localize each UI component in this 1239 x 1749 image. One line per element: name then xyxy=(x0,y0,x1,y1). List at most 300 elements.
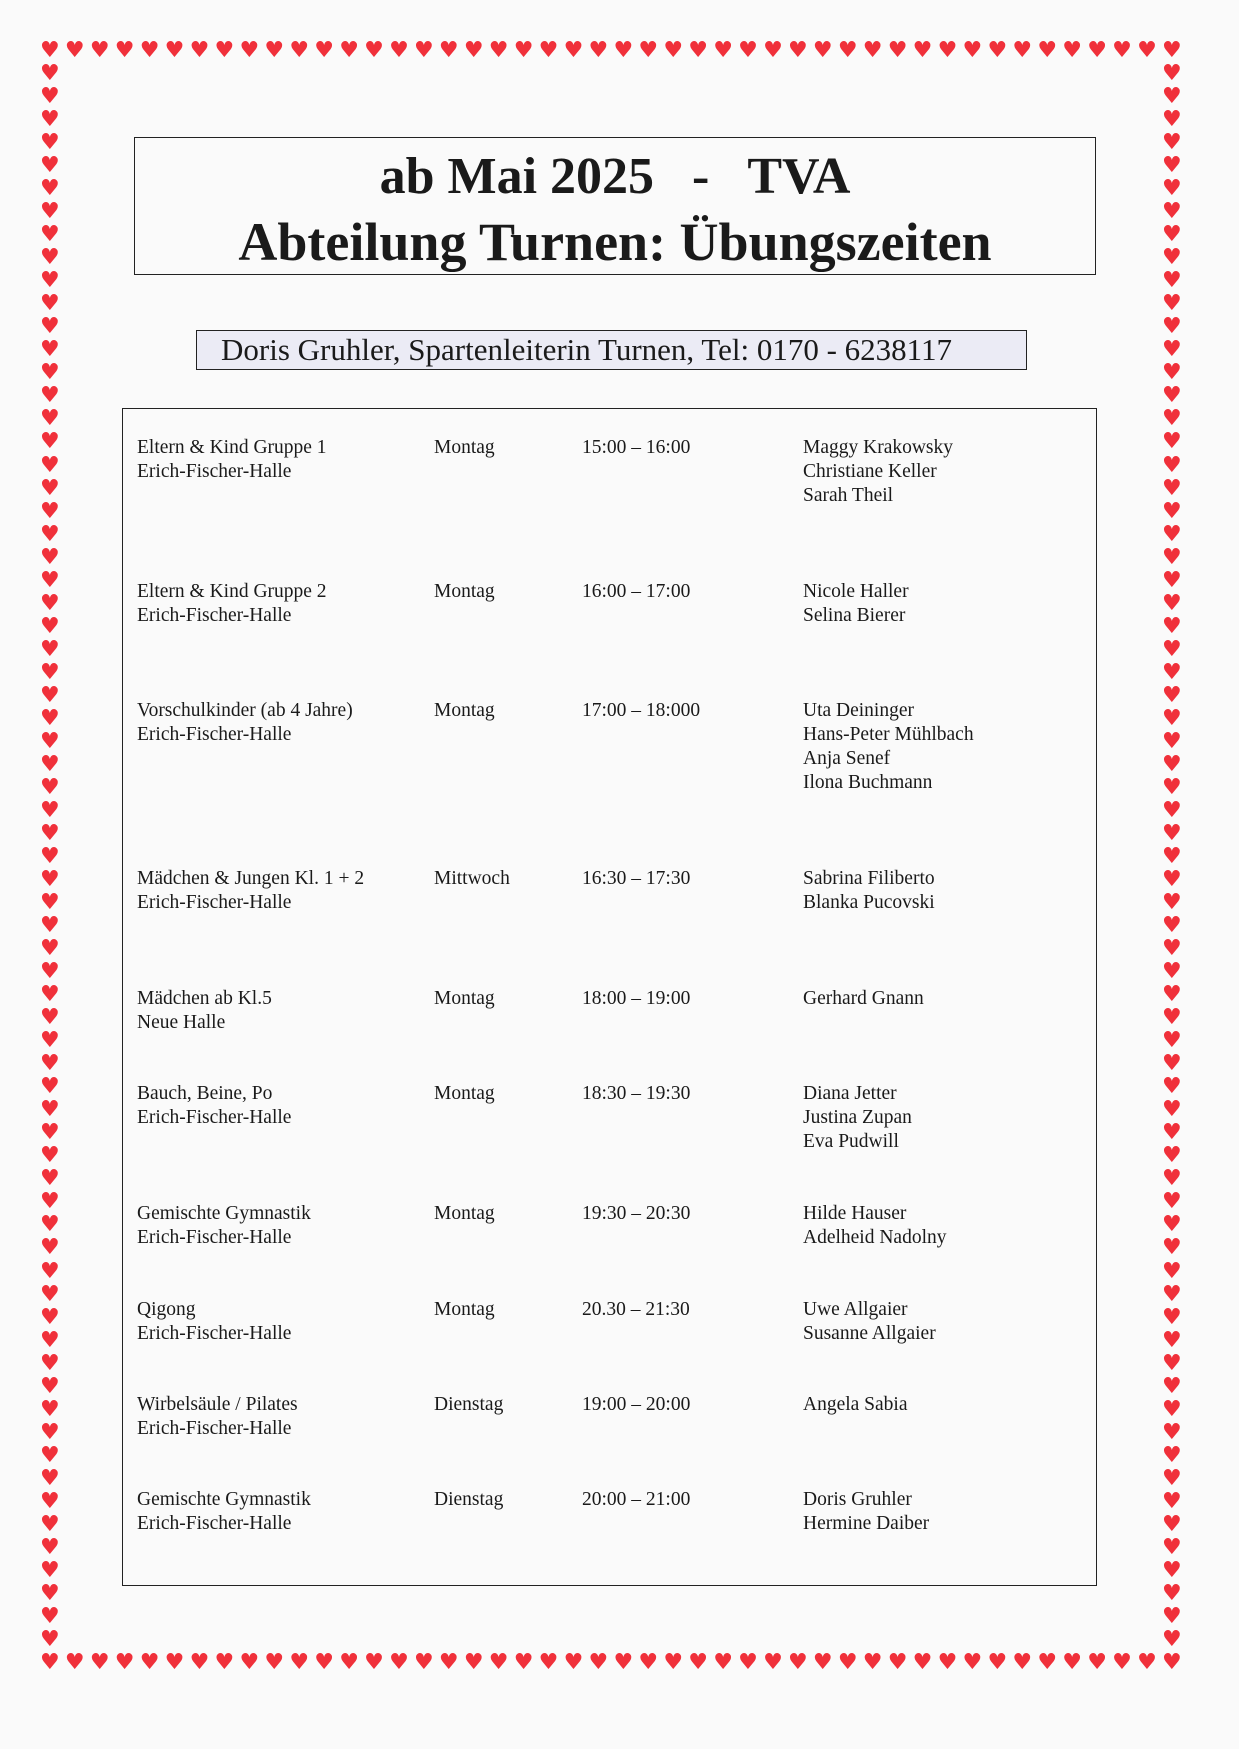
day-cell xyxy=(434,436,495,460)
heart-icon: ♥ xyxy=(962,1650,983,1675)
heart-icon: ♥ xyxy=(1162,567,1182,593)
heart-icon: ♥ xyxy=(1162,1051,1182,1077)
heart-icon: ♥ xyxy=(40,1327,60,1353)
heart-icon: ♥ xyxy=(164,1650,185,1675)
heart-icon: ♥ xyxy=(1162,890,1182,916)
heart-icon: ♥ xyxy=(862,1650,883,1675)
heart-icon: ♥ xyxy=(463,38,484,63)
course-cell xyxy=(137,987,272,1035)
heart-icon: ♥ xyxy=(1162,1396,1182,1422)
heart-icon: ♥ xyxy=(40,613,60,639)
heart-icon: ♥ xyxy=(40,1650,60,1675)
heart-icon: ♥ xyxy=(1062,1650,1082,1675)
course-time: 16:00 – 17:00 xyxy=(582,581,691,602)
heart-icon: ♥ xyxy=(688,38,708,63)
heart-icon: ♥ xyxy=(40,1028,60,1054)
heart-icon: ♥ xyxy=(1162,176,1182,202)
heart-icon: ♥ xyxy=(40,1580,60,1606)
heart-icon: ♥ xyxy=(40,1419,60,1445)
heart-icon: ♥ xyxy=(40,199,60,225)
trainer-name: Sarah Theil xyxy=(803,485,894,506)
trainer-cell xyxy=(803,987,924,1011)
heart-icon: ♥ xyxy=(638,38,659,63)
heart-icon: ♥ xyxy=(837,1650,858,1675)
trainer-name: Hermine Daiber xyxy=(803,1513,930,1534)
heart-icon: ♥ xyxy=(1162,199,1182,225)
heart-icon: ♥ xyxy=(40,820,60,846)
course-location: Erich-Fischer-Halle xyxy=(137,1227,292,1248)
heart-icon: ♥ xyxy=(1162,751,1182,777)
trainer-name: Uta Deininger xyxy=(803,700,915,721)
heart-icon: ♥ xyxy=(40,682,60,708)
heart-icon: ♥ xyxy=(139,38,160,63)
schedule-table xyxy=(122,408,1097,1586)
day-cell xyxy=(434,1393,503,1417)
heart-icon: ♥ xyxy=(1162,222,1182,248)
heart-icon: ♥ xyxy=(1162,1304,1182,1330)
heart-icon: ♥ xyxy=(40,84,60,110)
course-location: Erich-Fischer-Halle xyxy=(137,1323,292,1344)
heart-icon: ♥ xyxy=(1162,383,1182,409)
heart-icon: ♥ xyxy=(40,337,60,363)
time-cell xyxy=(582,699,700,723)
course-name: Mädchen & Jungen Kl. 1 + 2 xyxy=(137,868,365,889)
heart-icon: ♥ xyxy=(1162,452,1182,478)
course-cell xyxy=(137,1298,291,1346)
heart-icon: ♥ xyxy=(40,774,60,800)
course-cell xyxy=(137,1202,311,1250)
heart-icon: ♥ xyxy=(1162,1281,1182,1307)
trainer-name: Selina Bierer xyxy=(803,605,906,626)
heart-icon: ♥ xyxy=(40,1396,60,1422)
heart-icon: ♥ xyxy=(164,38,185,63)
heart-icon: ♥ xyxy=(40,291,60,317)
day-cell xyxy=(434,1202,495,1226)
trainer-cell xyxy=(803,1393,908,1417)
heart-icon: ♥ xyxy=(64,1650,85,1675)
course-name: Wirbelsäule / Pilates xyxy=(137,1394,298,1415)
day-cell xyxy=(434,1082,495,1106)
course-day: Dienstag xyxy=(434,1394,504,1415)
course-time: 20.30 – 21:30 xyxy=(582,1299,690,1320)
heart-icon: ♥ xyxy=(40,153,60,179)
heart-icon: ♥ xyxy=(289,38,310,63)
heart-icon: ♥ xyxy=(713,1650,733,1675)
heart-icon: ♥ xyxy=(962,38,983,63)
heart-icon: ♥ xyxy=(1162,130,1182,156)
day-cell xyxy=(434,987,495,1011)
heart-icon: ♥ xyxy=(1162,429,1182,455)
course-location: Erich-Fischer-Halle xyxy=(137,461,292,482)
heart-icon: ♥ xyxy=(738,1650,758,1675)
heart-icon: ♥ xyxy=(1162,521,1182,547)
heart-icon: ♥ xyxy=(1162,1626,1182,1652)
trainer-name: Diana Jetter xyxy=(803,1083,897,1104)
heart-icon: ♥ xyxy=(264,38,285,63)
heart-icon: ♥ xyxy=(40,797,60,823)
trainer-cell xyxy=(803,436,953,508)
heart-icon: ♥ xyxy=(40,1097,60,1123)
heart-icon: ♥ xyxy=(812,38,833,63)
heart-icon: ♥ xyxy=(1162,1442,1182,1468)
heart-icon: ♥ xyxy=(463,1650,484,1675)
heart-icon: ♥ xyxy=(40,1603,60,1629)
heart-icon: ♥ xyxy=(1162,1488,1182,1514)
title-box xyxy=(134,137,1096,275)
heart-icon: ♥ xyxy=(40,429,60,455)
heart-icon: ♥ xyxy=(538,1650,559,1675)
heart-icon: ♥ xyxy=(1162,291,1182,317)
heart-icon: ♥ xyxy=(1162,498,1182,524)
heart-icon: ♥ xyxy=(40,1626,60,1652)
heart-icon: ♥ xyxy=(1087,38,1107,63)
heart-icon: ♥ xyxy=(1162,1074,1182,1100)
heart-icon: ♥ xyxy=(1162,959,1182,985)
heart-icon: ♥ xyxy=(40,452,60,478)
course-cell xyxy=(137,1393,298,1441)
heart-icon: ♥ xyxy=(1162,1097,1182,1123)
heart-icon: ♥ xyxy=(40,1281,60,1307)
course-cell xyxy=(137,1488,311,1536)
heart-icon: ♥ xyxy=(1162,1212,1182,1238)
heart-icon: ♥ xyxy=(1162,1373,1182,1399)
heart-icon: ♥ xyxy=(812,1650,833,1675)
day-cell xyxy=(434,867,510,891)
heart-icon: ♥ xyxy=(1162,1534,1182,1560)
heart-icon: ♥ xyxy=(912,38,933,63)
heart-icon: ♥ xyxy=(763,38,783,63)
heart-icon: ♥ xyxy=(1162,1235,1182,1261)
heart-icon: ♥ xyxy=(40,1557,60,1583)
course-day: Montag xyxy=(434,700,495,721)
title-club: TVA xyxy=(747,148,851,205)
day-cell xyxy=(434,580,495,604)
time-cell xyxy=(582,867,690,891)
heart-icon: ♥ xyxy=(1162,820,1182,846)
course-day: Montag xyxy=(434,988,495,1009)
heart-icon: ♥ xyxy=(40,107,60,133)
course-location: Erich-Fischer-Halle xyxy=(137,892,292,913)
course-time: 19:00 – 20:00 xyxy=(582,1394,691,1415)
heart-icon: ♥ xyxy=(1162,1465,1182,1491)
heart-icon: ♥ xyxy=(1162,406,1182,432)
trainer-name: Doris Gruhler xyxy=(803,1489,912,1510)
course-cell xyxy=(137,436,327,484)
heart-icon: ♥ xyxy=(1162,153,1182,179)
heart-icon: ♥ xyxy=(40,1074,60,1100)
course-location: Erich-Fischer-Halle xyxy=(137,605,292,626)
heart-icon: ♥ xyxy=(1162,1143,1182,1169)
course-cell xyxy=(137,580,327,628)
course-day: Dienstag xyxy=(434,1489,504,1510)
heart-icon: ♥ xyxy=(788,1650,808,1675)
course-name: Eltern & Kind Gruppe 2 xyxy=(137,581,327,602)
heart-icon: ♥ xyxy=(40,1465,60,1491)
heart-icon: ♥ xyxy=(1162,636,1182,662)
day-cell xyxy=(434,1488,503,1512)
heart-icon: ♥ xyxy=(40,1166,60,1192)
heart-icon: ♥ xyxy=(40,1051,60,1077)
heart-icon: ♥ xyxy=(114,1650,135,1675)
heart-icon: ♥ xyxy=(987,38,1008,63)
heart-icon: ♥ xyxy=(1162,1419,1182,1445)
heart-icon: ♥ xyxy=(837,38,858,63)
heart-icon: ♥ xyxy=(40,867,60,893)
heart-icon: ♥ xyxy=(64,38,85,63)
heart-icon: ♥ xyxy=(40,544,60,570)
heart-icon: ♥ xyxy=(1162,705,1182,731)
heart-icon: ♥ xyxy=(1162,797,1182,823)
heart-icon: ♥ xyxy=(713,38,733,63)
heart-icon: ♥ xyxy=(1162,1511,1182,1537)
trainer-name: Hilde Hauser xyxy=(803,1203,907,1224)
heart-icon: ♥ xyxy=(40,1143,60,1169)
heart-icon: ♥ xyxy=(40,913,60,939)
time-cell xyxy=(582,987,690,1011)
course-location: Neue Halle xyxy=(137,1012,226,1033)
course-name: Vorschulkinder (ab 4 Jahre) xyxy=(137,700,353,721)
heart-icon: ♥ xyxy=(40,498,60,524)
trainer-name: Uwe Allgaier xyxy=(803,1299,908,1320)
heart-icon: ♥ xyxy=(987,1650,1008,1675)
course-location: Erich-Fischer-Halle xyxy=(137,724,292,745)
heart-icon: ♥ xyxy=(1162,1557,1182,1583)
course-time: 17:00 – 18:000 xyxy=(582,700,701,721)
heart-icon: ♥ xyxy=(189,38,210,63)
heart-icon: ♥ xyxy=(563,38,584,63)
heart-icon: ♥ xyxy=(40,982,60,1008)
heart-icon: ♥ xyxy=(89,38,110,63)
course-time: 19:30 – 20:30 xyxy=(582,1203,691,1224)
heart-icon: ♥ xyxy=(1162,659,1182,685)
time-cell xyxy=(582,1082,690,1106)
heart-icon: ♥ xyxy=(214,38,235,63)
time-cell xyxy=(582,436,690,460)
heart-icon: ♥ xyxy=(40,176,60,202)
heart-icon: ♥ xyxy=(40,38,60,63)
course-name: Qigong xyxy=(137,1299,196,1320)
heart-icon: ♥ xyxy=(1162,337,1182,363)
heart-icon: ♥ xyxy=(40,1258,60,1284)
trainer-name: Justina Zupan xyxy=(803,1107,912,1128)
heart-icon: ♥ xyxy=(40,1511,60,1537)
heart-icon: ♥ xyxy=(89,1650,110,1675)
heart-icon: ♥ xyxy=(588,1650,609,1675)
heart-icon: ♥ xyxy=(1162,314,1182,340)
heart-icon: ♥ xyxy=(1062,38,1082,63)
heart-icon: ♥ xyxy=(1162,1603,1182,1629)
heart-icon: ♥ xyxy=(40,1442,60,1468)
heart-icon: ♥ xyxy=(414,38,434,63)
heart-icon: ♥ xyxy=(40,1350,60,1376)
heart-icon: ♥ xyxy=(1162,844,1182,869)
heart-icon: ♥ xyxy=(763,1650,783,1675)
heart-icon: ♥ xyxy=(1162,1258,1182,1284)
trainer-cell xyxy=(803,1298,936,1346)
trainer-cell xyxy=(803,1202,947,1250)
course-day: Montag xyxy=(434,581,495,602)
trainer-cell xyxy=(803,1082,912,1154)
course-name: Gemischte Gymnastik xyxy=(137,1203,311,1224)
heart-icon: ♥ xyxy=(1162,107,1182,133)
heart-icon: ♥ xyxy=(40,130,60,156)
day-cell xyxy=(434,1298,495,1322)
course-time: 16:30 – 17:30 xyxy=(582,868,691,889)
heart-icon: ♥ xyxy=(1012,1650,1033,1675)
heart-icon: ♥ xyxy=(1162,1166,1182,1192)
heart-icon: ♥ xyxy=(613,1650,634,1675)
heart-icon: ♥ xyxy=(289,1650,310,1675)
heart-icon: ♥ xyxy=(40,959,60,985)
heart-icon: ♥ xyxy=(1162,245,1182,271)
course-location: Erich-Fischer-Halle xyxy=(137,1418,292,1439)
contact-info: Doris Gruhler, Spartenleiterin Turnen, Tel: 0170 - 6238117 xyxy=(196,330,1027,370)
heart-icon: ♥ xyxy=(339,1650,359,1675)
course-name: Eltern & Kind Gruppe 1 xyxy=(137,437,327,458)
heart-icon: ♥ xyxy=(738,38,758,63)
heart-icon: ♥ xyxy=(314,1650,334,1675)
trainer-name: Anja Senef xyxy=(803,748,891,769)
course-day: Montag xyxy=(434,437,495,458)
course-cell xyxy=(137,1082,291,1130)
heart-icon: ♥ xyxy=(1162,360,1182,386)
heart-icon: ♥ xyxy=(40,61,60,87)
course-location: Erich-Fischer-Halle xyxy=(137,1513,292,1534)
heart-icon: ♥ xyxy=(389,38,409,63)
heart-icon: ♥ xyxy=(1162,475,1182,501)
course-name: Gemischte Gymnastik xyxy=(137,1489,311,1510)
heart-icon: ♥ xyxy=(1162,1120,1182,1146)
heart-icon: ♥ xyxy=(1012,38,1033,63)
course-time: 18:00 – 19:00 xyxy=(582,988,691,1009)
heart-icon: ♥ xyxy=(1162,613,1182,639)
heart-icon: ♥ xyxy=(513,1650,534,1675)
course-cell xyxy=(137,699,353,747)
heart-icon: ♥ xyxy=(1162,774,1182,800)
trainer-name: Maggy Krakowsky xyxy=(803,437,954,458)
heart-icon: ♥ xyxy=(389,1650,409,1675)
heart-icon: ♥ xyxy=(1162,268,1182,294)
course-name: Bauch, Beine, Po xyxy=(137,1083,273,1104)
heart-icon: ♥ xyxy=(887,1650,908,1675)
course-day: Montag xyxy=(434,1299,495,1320)
heart-icon: ♥ xyxy=(40,521,60,547)
heart-icon: ♥ xyxy=(1162,590,1182,616)
page-title xyxy=(135,146,1095,208)
heart-icon: ♥ xyxy=(364,38,384,63)
heart-icon: ♥ xyxy=(1162,544,1182,570)
heart-icon: ♥ xyxy=(40,1189,60,1215)
heart-icon: ♥ xyxy=(1162,1005,1182,1031)
heart-icon: ♥ xyxy=(937,1650,958,1675)
trainer-name: Susanne Allgaier xyxy=(803,1323,936,1344)
course-cell xyxy=(137,867,364,915)
trainer-name: Blanka Pucovski xyxy=(803,892,935,913)
heart-icon: ♥ xyxy=(1162,728,1182,754)
heart-icon: ♥ xyxy=(1162,1580,1182,1606)
course-time: 15:00 – 16:00 xyxy=(582,437,691,458)
heart-icon: ♥ xyxy=(1162,38,1182,63)
heart-icon: ♥ xyxy=(1162,61,1182,87)
course-day: Montag xyxy=(434,1083,495,1104)
heart-icon: ♥ xyxy=(1112,1650,1132,1675)
heart-icon: ♥ xyxy=(189,1650,210,1675)
heart-icon: ♥ xyxy=(1162,936,1182,962)
title-date: ab Mai 2025 xyxy=(379,148,655,205)
heart-icon: ♥ xyxy=(239,38,260,63)
trainer-cell xyxy=(803,867,935,915)
course-day: Montag xyxy=(434,1203,495,1224)
heart-icon: ♥ xyxy=(588,38,609,63)
time-cell xyxy=(582,580,690,604)
time-cell xyxy=(582,1488,690,1512)
course-time: 18:30 – 19:30 xyxy=(582,1083,691,1104)
heart-icon: ♥ xyxy=(1162,1028,1182,1054)
heart-icon: ♥ xyxy=(40,659,60,685)
trainer-name: Gerhard Gnann xyxy=(803,988,924,1009)
course-time: 20:00 – 21:00 xyxy=(582,1489,691,1510)
trainer-name: Hans-Peter Mühlbach xyxy=(803,724,974,745)
heart-icon: ♥ xyxy=(40,1235,60,1261)
trainer-cell xyxy=(803,580,909,628)
heart-icon: ♥ xyxy=(1162,913,1182,939)
heart-icon: ♥ xyxy=(663,38,684,63)
heart-icon: ♥ xyxy=(40,1212,60,1238)
heart-icon: ♥ xyxy=(40,728,60,754)
heart-icon: ♥ xyxy=(488,1650,509,1675)
trainer-cell xyxy=(803,1488,929,1536)
heart-icon: ♥ xyxy=(912,1650,933,1675)
heart-icon: ♥ xyxy=(40,1534,60,1560)
heart-icon: ♥ xyxy=(1162,982,1182,1008)
heart-icon: ♥ xyxy=(214,1650,235,1675)
heart-icon: ♥ xyxy=(40,567,60,593)
heart-icon: ♥ xyxy=(1112,38,1132,63)
heart-icon: ♥ xyxy=(264,1650,285,1675)
heart-icon: ♥ xyxy=(1037,38,1058,63)
time-cell xyxy=(582,1298,690,1322)
course-day: Mittwoch xyxy=(434,868,510,889)
heart-icon: ♥ xyxy=(1162,1350,1182,1376)
trainer-name: Angela Sabia xyxy=(803,1394,908,1415)
heart-icon: ♥ xyxy=(1162,682,1182,708)
heart-icon: ♥ xyxy=(1162,867,1182,893)
course-name: Mädchen ab Kl.5 xyxy=(137,988,272,1009)
heart-icon: ♥ xyxy=(937,38,958,63)
heart-icon: ♥ xyxy=(40,406,60,432)
heart-icon: ♥ xyxy=(1087,1650,1107,1675)
heart-icon: ♥ xyxy=(688,1650,708,1675)
page-subtitle: Abteilung Turnen: Übungszeiten xyxy=(238,212,992,272)
heart-icon: ♥ xyxy=(862,38,883,63)
time-cell xyxy=(582,1393,690,1417)
heart-icon: ♥ xyxy=(40,844,60,869)
heart-icon: ♥ xyxy=(339,38,359,63)
heart-icon: ♥ xyxy=(239,1650,260,1675)
heart-icon: ♥ xyxy=(40,890,60,916)
day-cell xyxy=(434,699,495,723)
heart-icon: ♥ xyxy=(40,1120,60,1146)
heart-icon: ♥ xyxy=(887,38,908,63)
heart-icon: ♥ xyxy=(40,222,60,248)
heart-icon: ♥ xyxy=(538,38,559,63)
heart-icon: ♥ xyxy=(513,38,534,63)
time-cell xyxy=(582,1202,690,1226)
heart-icon: ♥ xyxy=(314,38,334,63)
heart-icon: ♥ xyxy=(1162,1650,1182,1675)
heart-icon: ♥ xyxy=(1137,1650,1157,1675)
heart-icon: ♥ xyxy=(40,360,60,386)
